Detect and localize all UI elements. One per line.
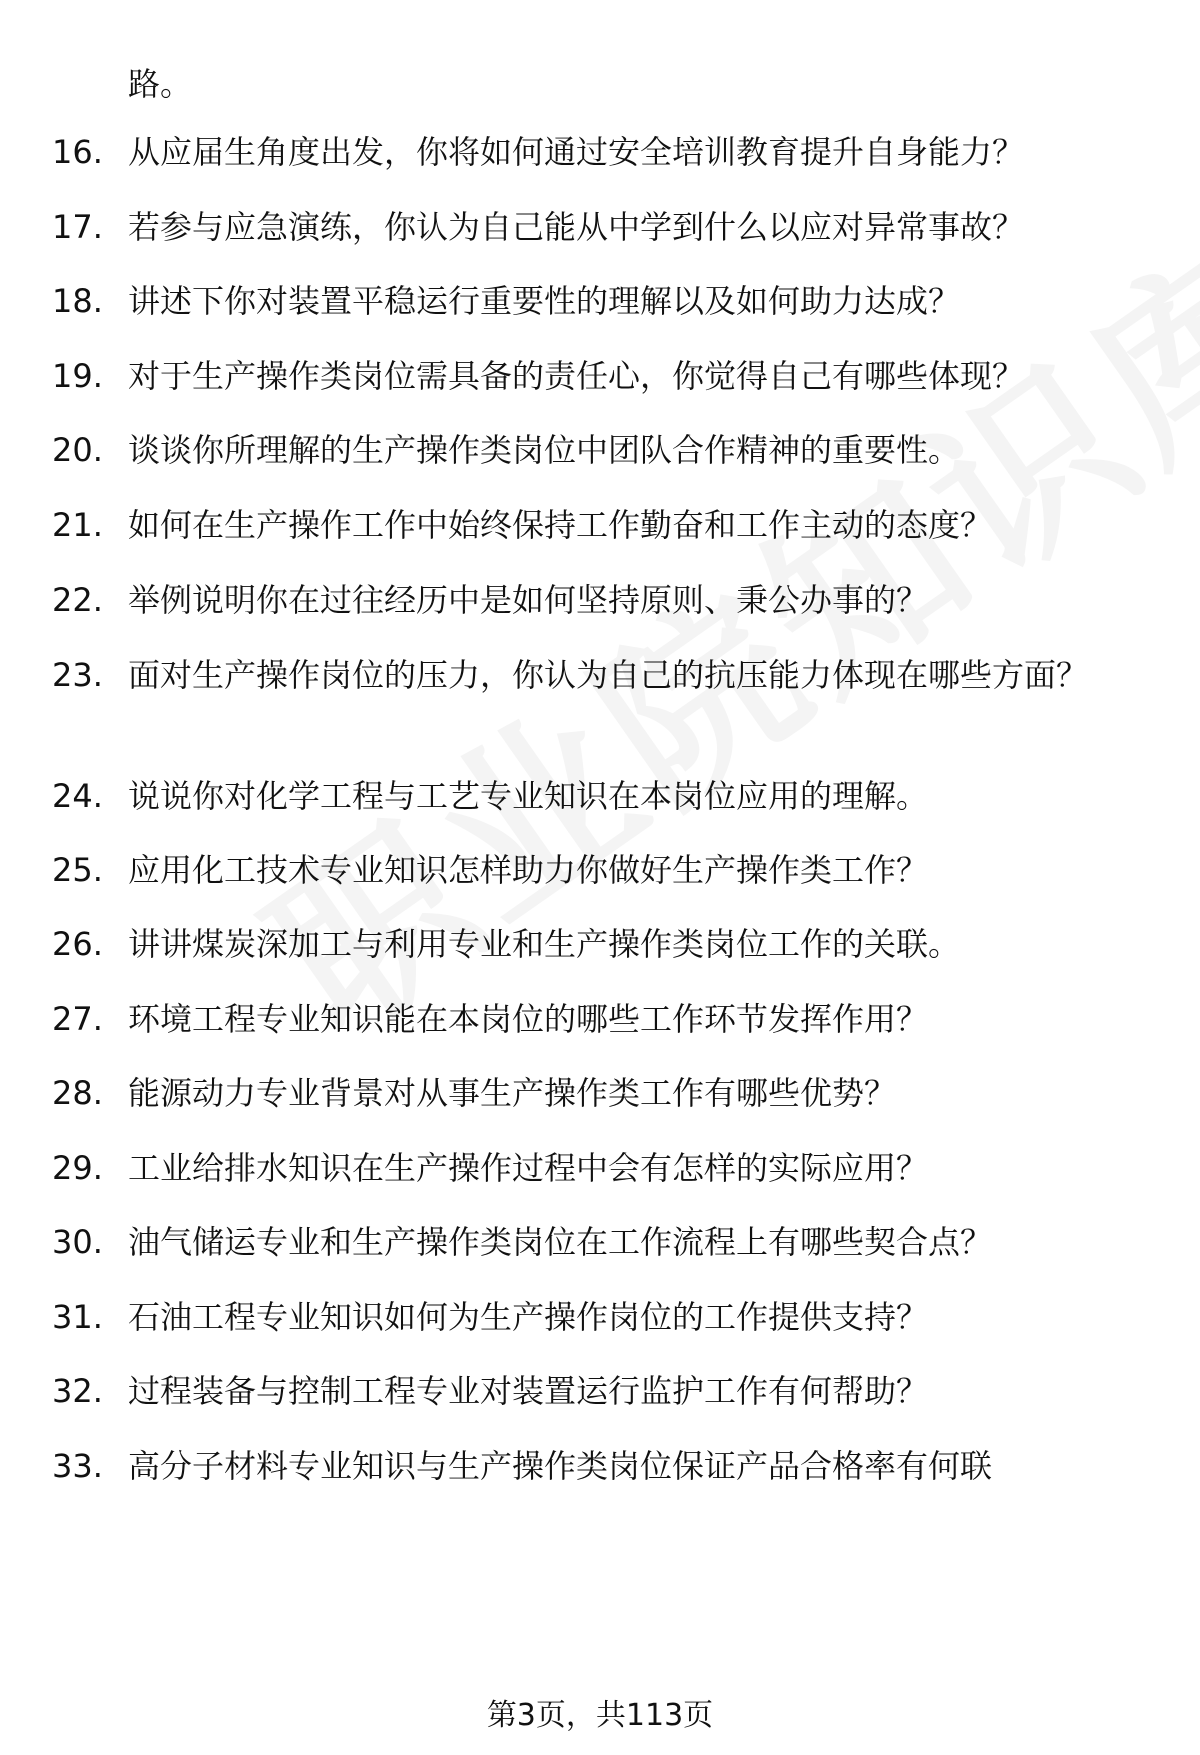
question-number: 33. — [52, 1447, 103, 1485]
question-text: 如何在生产操作工作中始终保持工作勤奋和工作主动的态度？ — [128, 506, 993, 544]
question-text: 举例说明你在过往经历中是如何坚持原则、秉公办事的？ — [128, 581, 929, 619]
page-footer: 第3页，共113页 — [486, 1698, 714, 1733]
question-number: 20. — [52, 431, 103, 469]
question-number: 22. — [52, 581, 103, 619]
question-text: 能源动力专业背景对从事生产操作类工作有哪些优势？ — [128, 1074, 897, 1112]
question-text: 油气储运专业和生产操作类岗位在工作流程上有哪些契合点？ — [128, 1223, 993, 1261]
question-number: 16. — [52, 133, 103, 171]
question-number: 27. — [52, 1000, 103, 1038]
question-number: 26. — [52, 925, 103, 963]
question-text: 讲讲煤炭深加工与利用专业和生产操作类岗位工作的关联。 — [128, 925, 961, 963]
question-number: 19. — [52, 357, 103, 395]
question-text: 过程装备与控制工程专业对装置运行监护工作有何帮助？ — [128, 1372, 929, 1410]
question-text: 高分子材料专业知识与生产操作类岗位保证产品合格率有何联 — [128, 1447, 993, 1485]
question-text: 面对生产操作岗位的压力，你认为自己的抗压能力体现在哪些方面？ — [128, 656, 1089, 694]
continuation-text: 路。 — [128, 65, 193, 103]
question-text: 环境工程专业知识能在本岗位的哪些工作环节发挥作用？ — [128, 1000, 929, 1038]
question-text: 讲述下你对装置平稳运行重要性的理解以及如何助力达成？ — [128, 282, 961, 320]
question-text: 工业给排水知识在生产操作过程中会有怎样的实际应用？ — [128, 1149, 929, 1187]
question-text: 说说你对化学工程与工艺专业知识在本岗位应用的理解。 — [128, 777, 929, 815]
question-number: 24. — [52, 777, 103, 815]
question-text: 谈谈你所理解的生产操作类岗位中团队合作精神的重要性。 — [128, 431, 961, 469]
question-number: 17. — [52, 208, 103, 246]
question-text: 应用化工技术专业知识怎样助力你做好生产操作类工作？ — [128, 851, 929, 889]
question-number: 28. — [52, 1074, 103, 1112]
question-number: 23. — [52, 656, 103, 694]
question-text: 石油工程专业知识如何为生产操作岗位的工作提供支持？ — [128, 1298, 929, 1336]
question-number: 18. — [52, 282, 103, 320]
question-text: 若参与应急演练，你认为自己能从中学到什么以应对异常事故？ — [128, 208, 1025, 246]
question-number: 25. — [52, 851, 103, 889]
question-text: 对于生产操作类岗位需具备的责任心，你觉得自己有哪些体现？ — [128, 357, 1025, 395]
question-number: 21. — [52, 506, 103, 544]
question-number: 32. — [52, 1372, 103, 1410]
question-text: 从应届生角度出发，你将如何通过安全培训教育提升自身能力？ — [128, 133, 1025, 171]
question-number: 29. — [52, 1149, 103, 1187]
question-number: 30. — [52, 1223, 103, 1261]
question-number: 31. — [52, 1298, 103, 1336]
